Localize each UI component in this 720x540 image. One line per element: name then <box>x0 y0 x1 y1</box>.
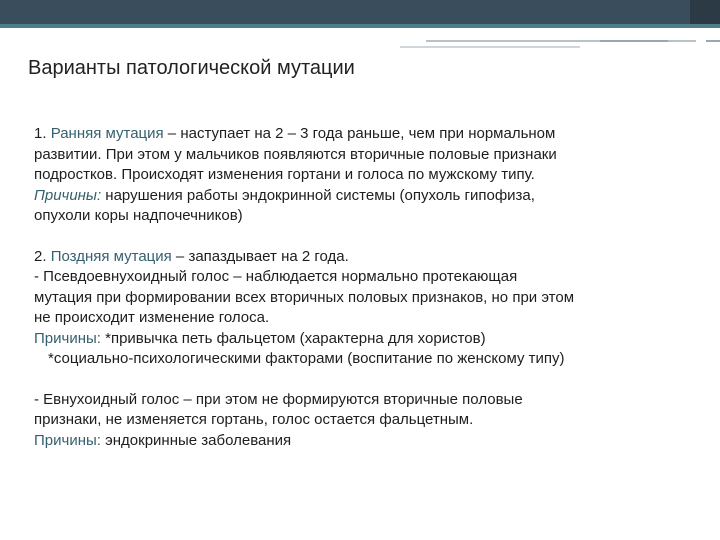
header-corner-block <box>690 0 720 24</box>
section1-causes: Причины: нарушения работы эндокринной системы (опухоль гипофиза, <box>34 186 535 204</box>
section2-line2: - Псевдоевнухоидный голос – наблюдается нормально протекающая <box>34 268 518 285</box>
slide-body <box>34 124 704 451</box>
slide-title: Варианты патологической мутации <box>28 57 355 79</box>
decorative-rule <box>400 46 580 48</box>
causes-label: Причины: <box>34 431 101 449</box>
section2-causes: Причины: *привычка петь фальцетом (характерна для хористов) <box>34 329 486 347</box>
causes-label: Причины: <box>34 329 101 347</box>
section2-term: Поздняя мутация <box>50 247 172 265</box>
section1-number: 1. <box>34 125 47 142</box>
section3-causes: Причины: эндокринные заболевания <box>34 431 292 449</box>
section3-line1: - Евнухоидный голос – при этом не формируются вторичные половые <box>34 390 523 408</box>
header-bar <box>0 0 720 24</box>
section2-line3: мутация при формировании всех вторичных половых признаков, но при этом <box>34 288 575 306</box>
section2-line6: *социально-психологическими факторами (воспитание по женскому типу) <box>48 350 565 367</box>
decorative-rule <box>600 40 668 42</box>
decorative-rule <box>706 40 720 42</box>
section2-number: 2. <box>34 247 47 265</box>
section3-line2: признаки, не изменяется гортань, голос остается фальцетным. <box>34 411 474 428</box>
section1-line1: 1. Ранняя мутация – наступает на 2 – 3 года раньше, чем при нормальном <box>34 125 556 142</box>
causes-label: Причины: <box>34 186 102 204</box>
section2-line1: 2. Поздняя мутация – запаздывает на 2 года. <box>34 247 349 265</box>
section1-line3: подростков. Происходят изменения гортани и голоса по мужскому типу. <box>34 166 535 183</box>
header-accent-stripe <box>0 24 720 28</box>
section1-term: Ранняя мутация <box>50 125 164 142</box>
section1-line2: развитии. При этом у мальчиков появляются вторичные половые признаки <box>34 145 557 163</box>
section2-line4: не происходит изменение голоса. <box>34 309 270 326</box>
section1-line5: опухоли коры надпочечников) <box>34 207 243 224</box>
